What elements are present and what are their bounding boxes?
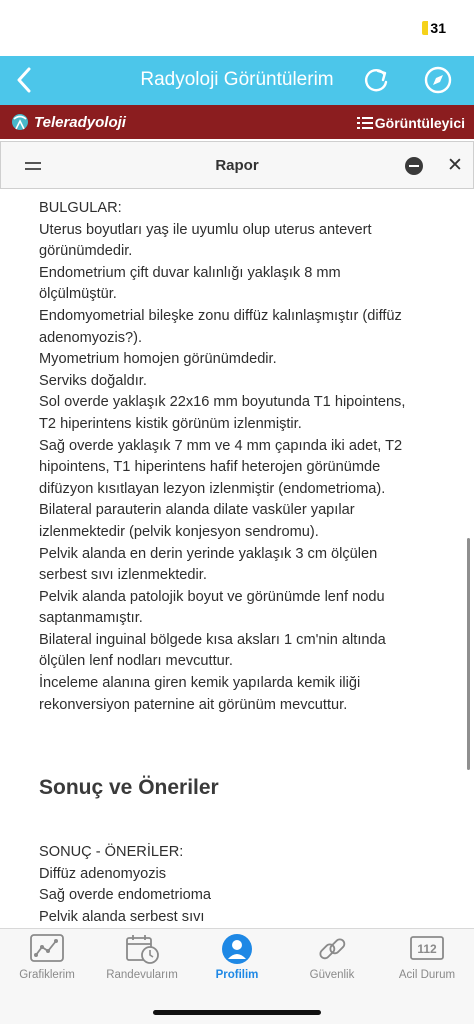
findings-line: Myometrium homojen görünümdedir. — [39, 351, 277, 368]
findings-line: Serviks doğaldır. — [39, 372, 147, 389]
conclusion-line: Diffüz adenomyozis — [39, 865, 167, 882]
findings-line: Sol overde yaklaşık 22x16 mm boyutunda T1 hipointens, — [39, 394, 406, 411]
findings-line: Pelvik alanda en derin yerinde yaklaşık 3 cm ölçülen — [39, 545, 378, 562]
findings-line: serbest sıvı izlenmektedir. — [39, 567, 207, 584]
findings-line: ölçülen lenf nodları mevcuttur. — [39, 653, 233, 670]
findings-line: BULGULAR: — [39, 200, 122, 216]
battery-indicator — [422, 19, 446, 37]
teleradyoloji-logo — [10, 111, 126, 133]
findings-line: Bilateral parauterin alanda dilate vasküler yapılar — [39, 502, 355, 519]
viewer-button[interactable] — [357, 115, 465, 131]
tab-acil-durum[interactable] — [380, 933, 474, 989]
globe-logo-icon — [10, 111, 30, 133]
compass-icon — [422, 64, 454, 96]
section-title-conclusion: Sonuç ve Öneriler — [39, 776, 219, 799]
findings-line: hipointens, T1 hiperintens hafif heterojen görünümde — [39, 459, 381, 476]
brand-name: Teleradyoloji — [34, 113, 126, 131]
chart-icon — [29, 933, 65, 965]
tab-bar — [0, 928, 474, 1024]
conclusion-line: Pelvik alanda serbest sıvı — [39, 908, 205, 925]
findings-line: Endometrium çift duvar kalınlığı yaklaşık 8 mm — [39, 264, 341, 281]
emergency-112-icon — [409, 933, 445, 965]
tab-randevularim[interactable] — [95, 933, 189, 989]
report-content[interactable] — [0, 190, 474, 928]
findings-line: rekonversiyon paternine ait görünüm mevcuttur. — [39, 696, 348, 713]
close-button[interactable]: ✕ — [447, 155, 463, 176]
battery-icon — [422, 21, 428, 35]
findings-text — [39, 198, 429, 716]
conclusion-line: Sağ overde endometrioma — [39, 887, 211, 904]
findings-line: ölçülmüştür. — [39, 286, 117, 303]
tab-label: Güvenlik — [309, 969, 355, 981]
minimize-button[interactable] — [405, 157, 423, 175]
report-panel-header — [0, 141, 474, 189]
compass-button[interactable] — [422, 64, 454, 96]
findings-line: görünümdedir. — [39, 243, 133, 260]
conclusion-line: SONUÇ - ÖNERİLER: — [39, 844, 184, 860]
tab-guvenlik[interactable] — [285, 933, 379, 989]
findings-line: saptanmamıştır. — [39, 610, 143, 627]
profile-icon — [219, 933, 255, 965]
tab-grafiklerim[interactable] — [0, 933, 94, 989]
findings-line: T2 hiperintens kistik görünüm izlenmiştir. — [39, 415, 302, 432]
tab-label: Acil Durum — [398, 969, 456, 981]
status-bar — [0, 0, 474, 56]
findings-line: Endomyometrial bileşke zonu diffüz kalınlaşmıştır (diffüz — [39, 307, 402, 324]
findings-line: difüzyon kısıtlayan lezyon izlenmiştir (endometrioma). — [39, 480, 386, 497]
emergency-badge: 112 — [417, 942, 437, 956]
nav-header — [0, 56, 474, 105]
findings-line: Bilateral inguinal bölgede kısa aksları 1 cm'nin altında — [39, 631, 386, 648]
findings-line: Sağ overde yaklaşık 7 mm ve 4 mm çapında iki adet, T2 — [39, 437, 403, 454]
refresh-icon — [362, 65, 392, 95]
findings-line: Pelvik alanda patolojik boyut ve görünümde lenf nodu — [39, 588, 385, 605]
panel-title: Rapor — [215, 157, 259, 174]
calendar-clock-icon — [124, 933, 160, 965]
link-icon — [314, 933, 350, 965]
conclusion-text — [39, 842, 429, 928]
scrollbar[interactable] — [467, 538, 470, 770]
battery-level: 31 — [430, 20, 446, 36]
tab-label: Grafiklerim — [19, 969, 75, 981]
viewer-label: Görüntüleyici — [374, 115, 465, 131]
findings-line: izlenmektedir (pelvik konjesyon sendromu). — [39, 523, 319, 540]
tab-label: Profilim — [215, 969, 259, 981]
findings-line: Uterus boyutları yaş ile uyumlu olup uterus antevert — [39, 221, 372, 238]
tab-profilim[interactable] — [190, 933, 284, 989]
refresh-button[interactable] — [362, 65, 392, 95]
tab-label: Randevularım — [106, 969, 178, 981]
page-title: Radyoloji Görüntülerim — [140, 69, 334, 90]
findings-line: adenomyozis?). — [39, 329, 143, 346]
brand-bar — [0, 105, 474, 139]
findings-line: İnceleme alanına giren kemik yapılarda kemik iliği — [39, 675, 361, 692]
home-indicator — [153, 1010, 321, 1015]
list-icon — [357, 117, 373, 129]
